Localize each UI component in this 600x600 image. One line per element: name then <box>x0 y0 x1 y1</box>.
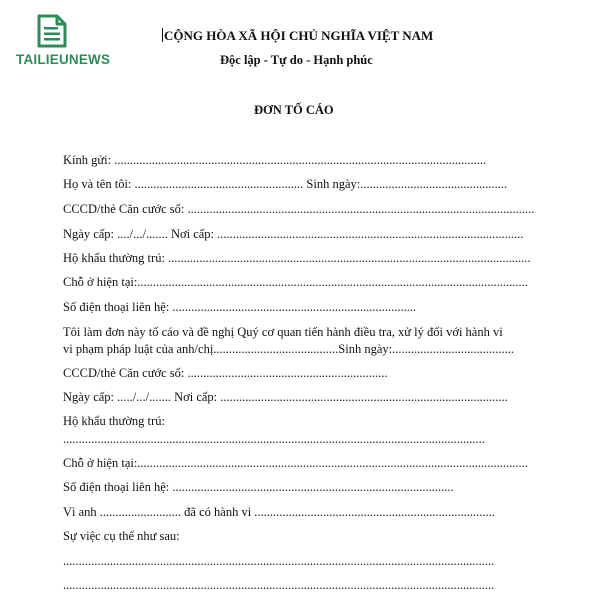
brand-name: TAILIEUNEWS <box>16 52 111 67</box>
form-line-address: Chỗ ở hiện tại:............................................................................................................................. <box>63 275 528 289</box>
form-line-accused-issue: Ngày cấp: ...../.../....... Nơi cấp: ............................................................................................ <box>63 390 508 404</box>
form-title: ĐƠN TỐ CÁO <box>254 103 334 117</box>
form-line-accused-residence-blank: ....................................................................................................................................... <box>63 432 485 446</box>
form-line-accused-id: CCCD/thẻ Căn cước số: ................................................................ <box>63 366 388 380</box>
form-line-details-blank-1: .......................................................................................................................................... <box>63 554 495 568</box>
national-title <box>162 28 433 44</box>
form-line-statement-1: Tôi làm đơn này tố cáo và đề nghị Quý cơ quan tiến hành điều tra, xử lý đối với hành vi <box>63 325 503 339</box>
form-line-name: Họ và tên tôi: ...................................................... Sinh ngày:............................................... <box>63 177 508 191</box>
form-line-issue: Ngày cấp: ..../.../....... Nơi cấp: .................................................................................................. <box>63 227 524 241</box>
text-cursor <box>162 28 163 42</box>
form-line-accused-address: Chỗ ở hiện tại:............................................................................................................................. <box>63 456 528 470</box>
form-line-statement-2: vi phạm pháp luật của anh/chị........................................Sinh ngày:....................................... <box>63 342 514 356</box>
document-icon <box>37 14 67 48</box>
brand-logo <box>16 12 111 70</box>
form-line-accused-phone: Số điện thoại liên hệ: .......................................................................................... <box>63 480 454 494</box>
form-line-accused-residence: Hộ khẩu thường trú: <box>63 414 165 428</box>
form-line-details-blank-2: .......................................................................................................................................... <box>63 578 495 592</box>
form-line-phone: Số điện thoại liên hệ: .............................................................................. <box>63 300 417 314</box>
form-line-id: CCCD/thẻ Căn cước số: ............................................................................................................... <box>63 202 535 216</box>
motto: Độc lập - Tự do - Hạnh phúc <box>220 53 373 67</box>
form-line-recipient: Kính gửi: ....................................................................................................................... <box>63 153 487 167</box>
national-title-text: CỘNG HÒA XÃ HỘI CHỦ NGHĨA VIỆT NAM <box>164 28 434 43</box>
form-line-behavior: Vì anh .......................... đã có hành vi ............................................................................. <box>63 505 495 519</box>
form-line-residence: Hộ khẩu thường trú: .................................................................................................................... <box>63 251 531 265</box>
form-line-details-label: Sự việc cụ thể như sau: <box>63 529 180 543</box>
